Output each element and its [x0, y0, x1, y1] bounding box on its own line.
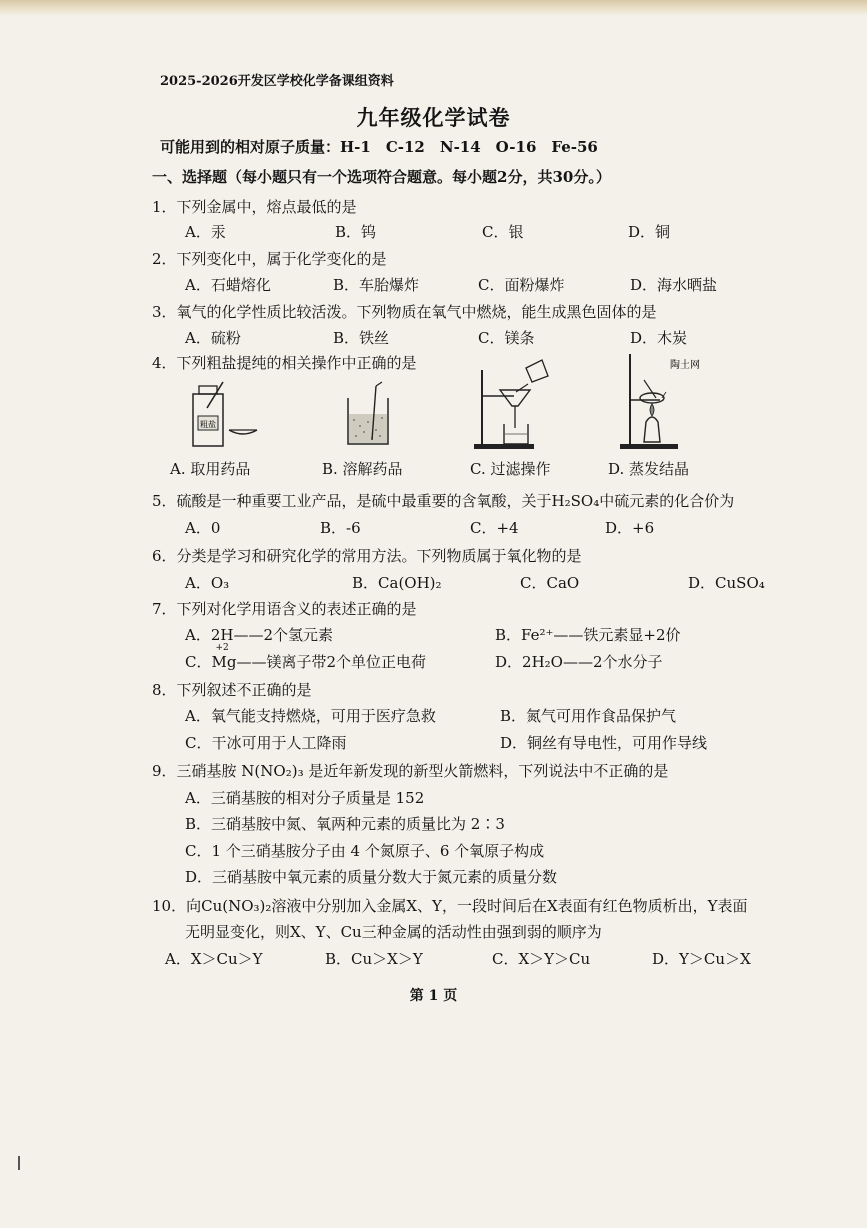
- q3-option-d: D．木炭: [630, 329, 688, 347]
- q2-option-a: A．石蜡熔化: [185, 276, 271, 294]
- q6-option-c: C．CaO: [520, 574, 580, 592]
- q7-c-prefix: C．: [185, 653, 212, 671]
- q7-option-d: D．2H₂O——2个水分子: [495, 653, 663, 671]
- q10-stem-line2: 无明显变化，则X、Y、Cu三种金属的活动性由强到弱的顺序为: [185, 923, 602, 941]
- q4-option-a: A. 取用药品: [170, 460, 251, 478]
- q2-stem: 2．下列变化中，属于化学变化的是: [152, 250, 387, 268]
- q1-option-b: B．钨: [335, 223, 377, 241]
- q5-stem: 5．硫酸是一种重要工业产品，是硫中最重要的含氧酸，关于H₂SO₄中硫元素的化合价为: [152, 492, 735, 510]
- bottle-label: 粗盐: [200, 420, 216, 429]
- q5-option-b: B．-6: [320, 519, 361, 537]
- q3-stem: 3．氧气的化学性质比较活泼。下列物质在氧气中燃烧，能生成黑色固体的是: [152, 303, 657, 321]
- q2-option-d: D．海水晒盐: [630, 276, 718, 294]
- q7-option-a: A．2H——2个氢元素: [185, 626, 334, 644]
- q10-option-b: B．Cu＞X＞Y: [325, 950, 423, 968]
- q6-option-b: B．Ca(OH)₂: [352, 574, 442, 592]
- section-heading: 一、选择题（每小题只有一个选项符合题意。每小题2分，共30分。）: [152, 168, 611, 186]
- q4-option-c: C. 过滤操作: [470, 460, 551, 478]
- evaporation-figure: [600, 350, 700, 450]
- q7-option-b: B．Fe²⁺——铁元素显+2价: [495, 626, 681, 644]
- q7-c-symbol: [211, 643, 237, 671]
- q9-option-a: A．三硝基胺的相对分子质量是 152: [185, 789, 425, 807]
- q8-option-b: B．氮气可用作食品保护气: [500, 707, 677, 725]
- q8-option-a: A．氧气能支持燃烧，可用于医疗急救: [185, 707, 436, 725]
- q9-option-d: D．三硝基胺中氧元素的质量分数大于氮元素的质量分数: [185, 868, 558, 886]
- q10-option-d: D．Y＞Cu＞X: [652, 950, 751, 968]
- q5-option-a: A．0: [185, 519, 221, 537]
- q10-stem-line1: 10．向Cu(NO₃)₂溶液中分别加入金属X、Y，一段时间后在X表面有红色物质析出，Y表面: [152, 897, 748, 915]
- q8-option-c: C．干冰可用于人工降雨: [185, 734, 347, 752]
- q1-option-a: A．汞: [185, 223, 226, 241]
- q7-stem: 7．下列对化学用语含义的表述正确的是: [152, 600, 417, 618]
- q4-option-b: B. 溶解药品: [322, 460, 403, 478]
- q7-c-meaning: ——镁离子带2个单位正电荷: [236, 653, 426, 671]
- bottle-spoon-figure: [185, 378, 265, 450]
- q3-option-b: B．铁丝: [333, 329, 390, 347]
- page-number: 第 1 页: [409, 988, 458, 1004]
- q9-option-b: B．三硝基胺中氮、氧两种元素的质量比为 2∶3: [185, 815, 505, 833]
- q2-option-b: B．车胎爆炸: [333, 276, 420, 294]
- scan-edge: [0, 0, 867, 16]
- q10-option-c: C．X＞Y＞Cu: [492, 950, 591, 968]
- q9-option-c: C．1 个三硝基胺分子由 4 个氮原子、6 个氧原子构成: [185, 842, 545, 860]
- q1-option-d: D．铜: [628, 223, 671, 241]
- q3-option-c: C．镁条: [478, 329, 535, 347]
- q5-option-c: C．+4: [470, 519, 519, 537]
- q5-option-d: D．+6: [605, 519, 655, 537]
- q7-c-element: Mg: [211, 653, 237, 671]
- q6-option-a: A．O₃: [185, 574, 230, 592]
- q10-option-a: A．X＞Cu＞Y: [165, 950, 263, 968]
- gauze-label: 陶土网: [670, 360, 700, 371]
- beaker-dissolving-figure: [340, 378, 400, 450]
- page-title: 九年级化学试卷: [356, 105, 511, 130]
- q9-stem: 9．三硝基胺 N(NO₂)₃ 是近年新发现的新型火箭燃料，下列说法中不正确的是: [152, 762, 669, 780]
- filtration-figure: [470, 350, 560, 450]
- q6-stem: 6．分类是学习和研究化学的常用方法。下列物质属于氧化物的是: [152, 547, 582, 565]
- q1-stem: 1．下列金属中，熔点最低的是: [152, 198, 357, 216]
- atomic-masses: 可能用到的相对原子质量：H-1 C-12 N-14 O-16 Fe-56: [160, 138, 598, 156]
- q6-option-d: D．CuSO₄: [688, 574, 765, 592]
- margin-mark: [18, 1156, 20, 1170]
- q8-option-d: D．铜丝有导电性，可用作导线: [500, 734, 708, 752]
- header-note: 2025-2026开发区学校化学备课组资料: [160, 74, 394, 89]
- q1-option-c: C．银: [482, 223, 524, 241]
- q4-option-d: D. 蒸发结晶: [608, 460, 690, 478]
- q7-option-c: [185, 643, 426, 672]
- q8-stem: 8．下列叙述不正确的是: [152, 681, 312, 699]
- q4-stem: 4．下列粗盐提纯的相关操作中正确的是: [152, 354, 417, 372]
- q7-c-valence: +2: [215, 643, 229, 653]
- q2-option-c: C．面粉爆炸: [478, 276, 565, 294]
- q3-option-a: A．硫粉: [185, 329, 241, 347]
